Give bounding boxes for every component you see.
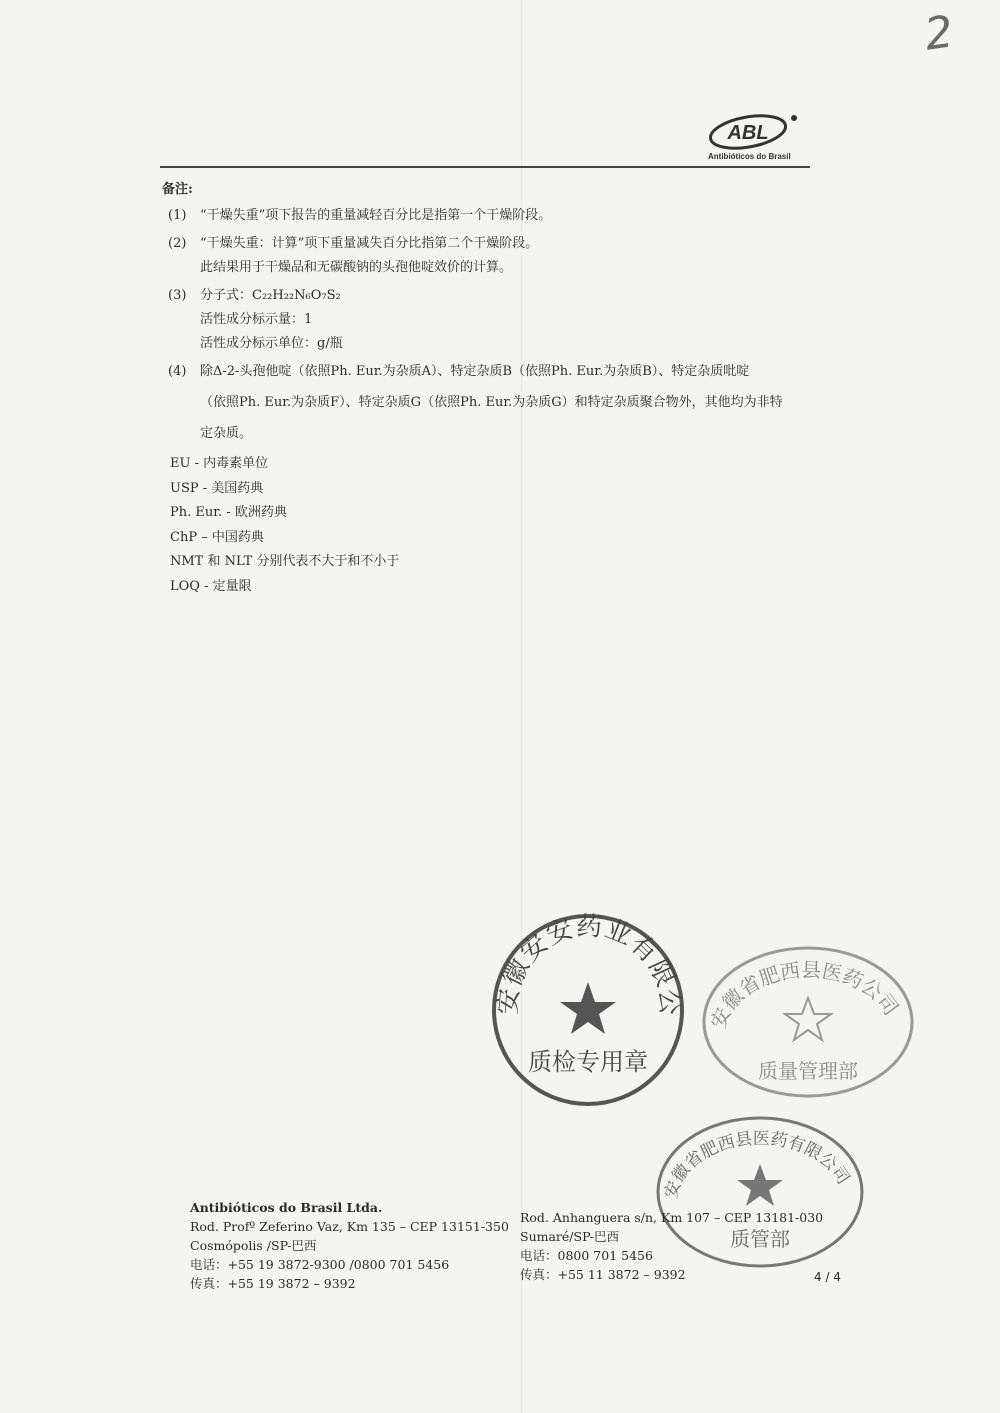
qc-seal-top-text: 安徽安安药业有限公司 — [474, 887, 685, 1017]
abbreviation-item: Ph. Eur. - 欧洲药典 — [170, 505, 287, 520]
qc-seal-icon — [474, 887, 688, 1110]
note-text: 定杂质。 — [200, 426, 253, 441]
qm-seal-top-text: 安徽省肥西县医药公司 — [705, 957, 904, 1032]
note-text: 分子式：C₂₂H₂₂N₆O₇S₂ — [200, 288, 341, 303]
abbreviation-item: NMT 和 NLT 分别代表不大于和不小于 — [170, 554, 400, 569]
handwritten-page-mark: 2 — [921, 6, 957, 61]
quality-management-seal-stamp — [700, 942, 916, 1102]
note-text: 活性成分标示单位：g/瓶 — [200, 336, 343, 351]
note-text: （依照Ph. Eur.为杂质F）、特定杂质G（依照Ph. Eur.为杂质G）和特定杂质聚合物外，其他均为非特 — [200, 395, 783, 410]
note-number: (3) — [168, 288, 187, 303]
footer-address-2 — [520, 1208, 823, 1284]
phone: 电话：+55 19 3872-9300 /0800 701 5456 — [190, 1257, 450, 1272]
notes-section — [162, 178, 822, 449]
notes-title: 备注: — [162, 182, 193, 197]
note-number: (1) — [168, 208, 187, 223]
abbreviation-item: EU - 内毒素单位 — [170, 456, 269, 471]
address-city: Sumaré/SP-巴西 — [520, 1229, 620, 1244]
abbreviation-item: ChP – 中国药典 — [170, 529, 264, 545]
abl-logo — [700, 108, 812, 164]
note-item-2 — [162, 232, 822, 256]
logo-text: ABL — [727, 122, 769, 144]
fax: 传真：+55 11 3872 – 9392 — [520, 1267, 686, 1282]
note-text: “干燥失重：计算”项下重量减失百分比指第二个干燥阶段。 — [200, 236, 539, 251]
qc-seal-stamp — [474, 887, 688, 1110]
note-number: (4) — [168, 364, 187, 379]
note-text: 此结果用于干燥品和无碳酸钠的头孢他啶效价的计算。 — [200, 260, 513, 275]
qm-seal-bottom-text: 质量管理部 — [758, 1059, 858, 1083]
company-name: Antibióticos do Brasil Ltda. — [190, 1200, 383, 1215]
note-text: “干燥失重”项下报告的重量减轻百分比是指第一个干燥阶段。 — [200, 208, 552, 223]
abbreviation-item: USP - 美国药典 — [170, 480, 264, 496]
quality-management-seal-icon — [700, 942, 916, 1102]
note-number: (2) — [168, 236, 187, 251]
page-number: 4 / 4 — [814, 1270, 841, 1284]
header-divider — [160, 166, 810, 168]
svg-text:安徽安安药业有限公司 — [474, 887, 684, 1017]
third-seal-top-text: 安徽省肥西县医药有限公司 — [661, 1128, 854, 1201]
abbreviation-item: LOQ - 定量限 — [170, 578, 252, 594]
logo-subtitle: Antibióticos do Brasil — [708, 152, 791, 161]
address-line: Rod. Profº Zeferino Vaz, Km 135 – CEP 13151-350 — [190, 1219, 509, 1234]
abl-logo-icon — [700, 108, 812, 152]
address-city: Cosmópolis /SP-巴西 — [190, 1238, 317, 1253]
fax: 传真：+55 19 3872 – 9392 — [190, 1276, 356, 1291]
note-text: 除Δ-2-头孢他啶（依照Ph. Eur.为杂质A）、特定杂质B（依照Ph. Eur.为杂质B）、特定杂质吡啶 — [200, 364, 750, 379]
note-item-1 — [162, 204, 822, 228]
qc-seal-bottom-text: 质检专用章 — [528, 1048, 648, 1076]
note-text: 活性成分标示量：1 — [200, 312, 313, 327]
abbreviation-list — [170, 452, 399, 599]
address-line: Rod. Anhanguera s/n, Km 107 – CEP 13181-030 — [520, 1210, 824, 1225]
note-item-4 — [162, 356, 822, 449]
note-item-3 — [162, 284, 822, 308]
footer-address-1 — [190, 1198, 509, 1293]
phone: 电话：0800 701 5456 — [520, 1248, 653, 1263]
third-seal-bottom-text: 质管部 — [730, 1227, 790, 1251]
